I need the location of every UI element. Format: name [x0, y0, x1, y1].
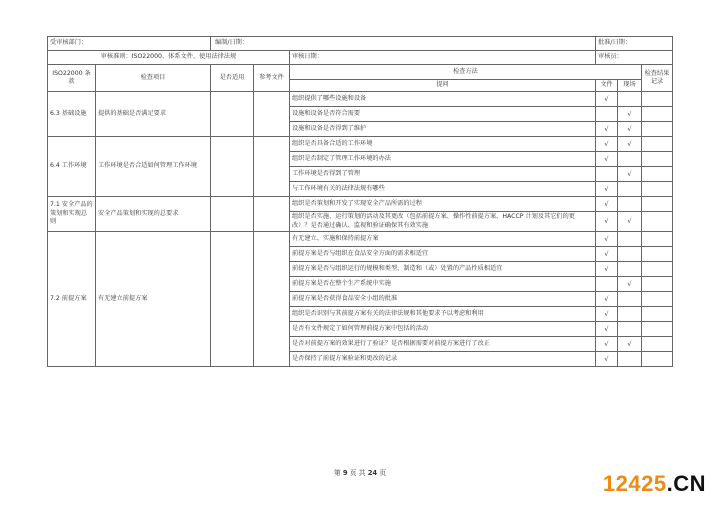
table-row — [48, 137, 673, 152]
check-mark-icon: √ — [604, 154, 609, 163]
reference-doc-cell — [254, 92, 290, 137]
approved-by-cell: 批准/日期： — [596, 37, 673, 51]
result-record-header: 检查结果记录 — [642, 65, 673, 92]
site-check-cell — [618, 167, 642, 182]
site-check-cell — [618, 247, 642, 262]
check-item-cell: 有无建立前提方案 — [96, 232, 211, 367]
result-record-cell — [642, 152, 673, 167]
document-check-cell — [596, 137, 618, 152]
check-mark-icon: √ — [604, 184, 609, 193]
site-watermark-logo — [603, 471, 706, 497]
document-check-cell — [596, 152, 618, 167]
meta-row-1 — [48, 37, 673, 51]
site-check-cell — [618, 292, 642, 307]
result-record-cell — [642, 352, 673, 367]
clause-header: ISO22000 条款 — [48, 65, 96, 92]
check-mark-icon: √ — [627, 217, 632, 226]
audit-checklist-table — [47, 36, 673, 367]
total-pages-number: 24 — [367, 469, 378, 477]
table-row — [48, 92, 673, 107]
audit-checklist-sheet — [47, 36, 672, 367]
check-mark-icon: √ — [604, 124, 609, 133]
check-item-header: 检查项目 — [96, 65, 211, 92]
site-check-cell — [618, 152, 642, 167]
result-record-cell — [642, 277, 673, 292]
document-check-cell — [596, 307, 618, 322]
check-mark-icon: √ — [604, 339, 609, 348]
applicable-header: 是否适用 — [211, 65, 254, 92]
check-item-cell: 提供的基础是否满足要求 — [96, 92, 211, 137]
check-mark-icon: √ — [604, 324, 609, 333]
check-mark-icon: √ — [604, 249, 609, 258]
inquiry-cell: 是否有文件规定了如何管理前提方案中包括的活动 — [290, 322, 596, 337]
document-check-cell — [596, 262, 618, 277]
inquiry-cell: 是否对前提方案的效果进行了验证？是否根据需要对前提方案进行了改正 — [290, 337, 596, 352]
site-check-cell — [618, 92, 642, 107]
audited-dept-cell: 受审核部门： — [48, 37, 211, 51]
inquiry-cell: 是否保持了前提方案验证和更改的记录 — [290, 352, 596, 367]
audit-date-cell: 审核日期： — [290, 51, 596, 65]
result-record-cell — [642, 247, 673, 262]
prepared-by-cell: 编制/日期： — [211, 37, 596, 51]
check-mark-icon: √ — [604, 234, 609, 243]
check-mark-icon: √ — [627, 339, 632, 348]
site-header: 现场 — [618, 80, 642, 92]
result-record-cell — [642, 262, 673, 277]
check-mark-icon: √ — [627, 124, 632, 133]
check-item-cell: 安全产品策划和实现的总要求 — [96, 197, 211, 232]
document-check-cell — [596, 247, 618, 262]
check-mark-icon: √ — [627, 109, 632, 118]
document-check-cell — [596, 122, 618, 137]
inquiry-cell: 设施和设备是否得到了维护 — [290, 122, 596, 137]
result-record-cell — [642, 322, 673, 337]
document-check-cell — [596, 322, 618, 337]
clause-cell: 7.2 前提方案 — [48, 232, 96, 367]
inquiry-cell: 设施和设备是否符合需要 — [290, 107, 596, 122]
clause-cell: 6.4 工作环境 — [48, 137, 96, 197]
inquiry-cell: 组织是否制定了管理工作环境的办法 — [290, 152, 596, 167]
inquiry-cell: 前提方案是否与组织运行的规模和类型、制造和（或）处置的产品性质相适宜 — [290, 262, 596, 277]
table-row — [48, 197, 673, 212]
applicable-cell — [211, 92, 254, 137]
watermark-domain: .CN — [666, 471, 706, 496]
document-header: 文件 — [596, 80, 618, 92]
result-record-cell — [642, 92, 673, 107]
site-check-cell — [618, 122, 642, 137]
document-check-cell — [596, 232, 618, 247]
reference-doc-cell — [254, 232, 290, 367]
site-check-cell — [618, 262, 642, 277]
result-record-cell — [642, 337, 673, 352]
inquiry-cell: 组织是否策划和开发了实现安全产品所需的过程 — [290, 197, 596, 212]
check-mark-icon: √ — [604, 264, 609, 273]
result-record-cell — [642, 232, 673, 247]
inquiry-cell: 与工作环境有关的法律法规有哪些 — [290, 182, 596, 197]
site-check-cell — [618, 337, 642, 352]
reference-doc-cell — [254, 197, 290, 232]
applicable-cell — [211, 232, 254, 367]
result-record-cell — [642, 292, 673, 307]
result-record-cell — [642, 167, 673, 182]
document-check-cell — [596, 277, 618, 292]
clause-cell: 7.1 安全产品的策划和实现总则 — [48, 197, 96, 232]
check-mark-icon: √ — [604, 354, 609, 363]
header-row-1 — [48, 65, 673, 80]
inquiry-cell: 有无建立、实施和保持前提方案 — [290, 232, 596, 247]
document-check-cell — [596, 292, 618, 307]
inquiry-cell: 前提方案是否在整个生产系统中实施 — [290, 277, 596, 292]
site-check-cell — [618, 137, 642, 152]
current-page-number: 9 — [342, 469, 348, 477]
site-check-cell — [618, 307, 642, 322]
inquiry-cell: 组织是否识别与其前提方案有关的法律法规和其他要求予以考虑和利用 — [290, 307, 596, 322]
footer-suffix: 页 — [379, 469, 387, 477]
inquiry-header: 提问 — [290, 80, 596, 92]
site-check-cell — [618, 352, 642, 367]
document-check-cell — [596, 92, 618, 107]
result-record-cell — [642, 212, 673, 232]
check-mark-icon: √ — [627, 169, 632, 178]
check-mark-icon: √ — [604, 139, 609, 148]
applicable-cell — [211, 137, 254, 197]
check-mark-icon: √ — [627, 279, 632, 288]
result-record-cell — [642, 137, 673, 152]
footer-prefix: 第 — [333, 469, 341, 477]
document-check-cell — [596, 212, 618, 232]
check-mark-icon: √ — [604, 94, 609, 103]
inquiry-cell: 工作环境是否得到了管理 — [290, 167, 596, 182]
inquiry-cell: 前提方案是否与组织在食品安全方面的需求相适宜 — [290, 247, 596, 262]
result-record-cell — [642, 107, 673, 122]
document-check-cell — [596, 182, 618, 197]
auditor-cell: 审核员： — [596, 51, 673, 65]
document-check-cell — [596, 197, 618, 212]
document-check-cell — [596, 337, 618, 352]
meta-row-2 — [48, 51, 673, 65]
check-item-cell: 工作环境是否合适如何管理工作环境 — [96, 137, 211, 197]
result-record-cell — [642, 182, 673, 197]
check-method-header: 检查方法 — [290, 65, 642, 80]
inquiry-cell: 前提方案是否获得食品安全小组的批准 — [290, 292, 596, 307]
site-check-cell — [618, 182, 642, 197]
inquiry-cell: 组织提供了哪些设施和设备 — [290, 92, 596, 107]
site-check-cell — [618, 277, 642, 292]
watermark-digits: 12425 — [602, 471, 667, 496]
check-mark-icon: √ — [604, 294, 609, 303]
applicable-cell — [211, 197, 254, 232]
footer-middle: 页 共 — [349, 469, 366, 477]
site-check-cell — [618, 212, 642, 232]
reference-doc-cell — [254, 137, 290, 197]
inquiry-cell: 组织是否具备合适的工作环境 — [290, 137, 596, 152]
document-check-cell — [596, 167, 618, 182]
clause-cell: 6.3 基础设施 — [48, 92, 96, 137]
check-mark-icon: √ — [604, 199, 609, 208]
table-row — [48, 232, 673, 247]
check-mark-icon: √ — [604, 309, 609, 318]
result-record-cell — [642, 307, 673, 322]
document-check-cell — [596, 352, 618, 367]
site-check-cell — [618, 322, 642, 337]
criteria-cell: 审核准则：ISO22000、体系文件、使用法律法规 — [48, 51, 290, 65]
result-record-cell — [642, 197, 673, 212]
check-mark-icon: √ — [604, 217, 609, 226]
reference-doc-header: 参考文件 — [254, 65, 290, 92]
result-record-cell — [642, 122, 673, 137]
site-check-cell — [618, 232, 642, 247]
check-mark-icon: √ — [627, 139, 632, 148]
site-check-cell — [618, 107, 642, 122]
site-check-cell — [618, 197, 642, 212]
document-check-cell — [596, 107, 618, 122]
inquiry-cell: 组织是否实施、运行策划的活动及其更改（包括前提方案、操作性前提方案、HACCP 计划及其它们的更改）？是否通过确认、监视和验证确保其有效实施 — [290, 212, 596, 232]
